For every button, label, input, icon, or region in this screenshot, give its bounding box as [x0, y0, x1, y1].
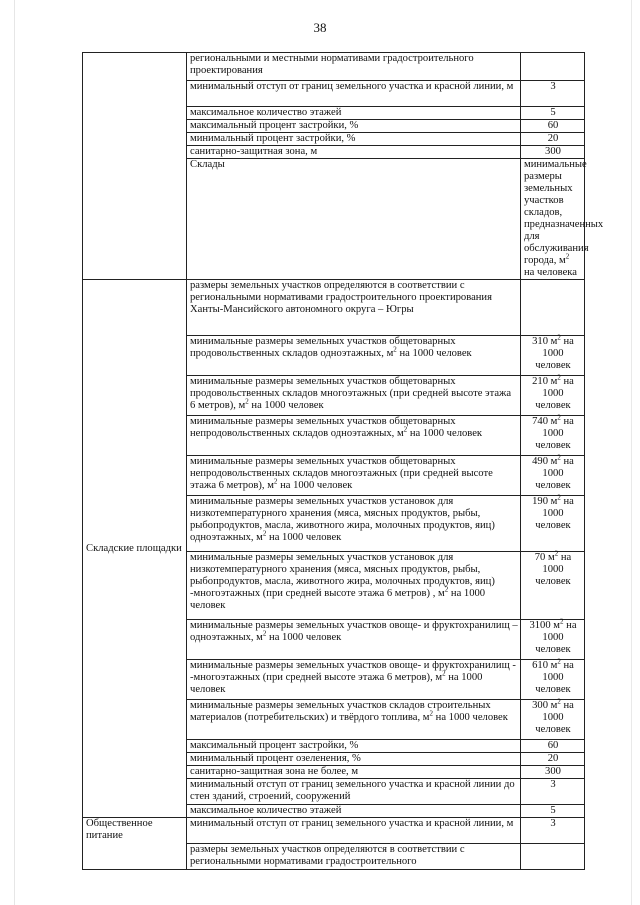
parameter-cell: минимальные размеры земельных участков овоще- и фруктохранилищ --многоэтажных (при средней высоте этажа 6 метров), $м^2$ на 1000 человек — [187, 660, 521, 700]
parameter-cell: максимальный процент застройки, % — [187, 120, 521, 133]
value-cell: 3 — [521, 779, 585, 805]
parameter-cell: региональными и местными нормативами градостроительного проектирования — [187, 53, 521, 81]
parameter-cell: минимальный процент застройки, % — [187, 133, 521, 146]
value-cell: 5 — [521, 107, 585, 120]
parameter-cell: минимальные размеры земельных участков складов, предназначенных для обслуживания города, $м^2$ на человека — [521, 159, 585, 280]
value-cell: 5 — [521, 805, 585, 818]
parameter-cell: санитарно-защитная зона не более, м — [187, 766, 521, 779]
parameter-cell: минимальные размеры земельных участков общетоварных непродовольственных складов одноэтажных, $м^2$ на 1000 человек — [187, 416, 521, 456]
value-cell: 310 $м^2$ на 1000 человек — [521, 336, 585, 376]
parameter-cell: минимальные размеры земельных участков общетоварных продовольственных складов одноэтажных, $м^2$ на 1000 человек — [187, 336, 521, 376]
table-row — [83, 818, 585, 844]
value-cell: 3 — [521, 81, 585, 107]
value-cell: 190 $м^2$ на 1000 человек — [521, 496, 585, 552]
regulations-table-body — [83, 53, 604, 870]
parameter-cell: минимальные размеры земельных участков общетоварных непродовольственных складов многоэтажных (при средней высоте этажа 6 метров), $м^2$ на 1000 человек — [187, 456, 521, 496]
parameter-cell: минимальный отступ от границ земельного участка и красной линии, м — [187, 818, 521, 844]
parameter-cell: минимальные размеры земельных участков овоще- и фруктохранилищ –одноэтажных, $м^2$ на 1000 человек — [187, 620, 521, 660]
category-cell — [83, 53, 187, 280]
parameter-cell: минимальный процент озеленения, % — [187, 753, 521, 766]
value-cell: 490 $м^2$ на 1000 человек — [521, 456, 585, 496]
value-cell: 3100 $м^2$ на 1000 человек — [521, 620, 585, 660]
value-cell: 20 — [521, 133, 585, 146]
category-cell: Складские площадки — [83, 280, 187, 818]
parameter-cell: минимальные размеры земельных участков установок для низкотемпературного хранения (мяса, мясных продуктов, рыбы, рыбопродуктов, масла, животного жира, молочных продуктов, яиц) -многоэтажных (при средней высоте этажа 6 метров) , $м^2$ на 1000 человек — [187, 552, 521, 620]
parameter-cell: максимальное количество этажей — [187, 107, 521, 120]
value-cell: 60 — [521, 120, 585, 133]
parameter-cell: минимальные размеры земельных участков установок для низкотемпературного хранения (мяса, мясных продуктов, рыбы, рыбопродуктов, масла, животного жира, молочных продуктов, яиц) одноэтажных, $м^2$ на 1000 человек — [187, 496, 521, 552]
value-cell: 60 — [521, 740, 585, 753]
scan-edge-left — [14, 0, 15, 905]
value-cell: 300 — [521, 146, 585, 159]
value-cell: 3 — [521, 818, 585, 844]
value-cell: 20 — [521, 753, 585, 766]
parameter-cell: минимальный отступ от границ земельного участка и красной линии до стен зданий, строений, сооружений — [187, 779, 521, 805]
value-cell: 300 — [521, 766, 585, 779]
value-cell — [521, 280, 585, 336]
parameter-cell: минимальные размеры земельных участков общетоварных продовольственных складов многоэтажных (при средней высоте этажа 6 метров), $м^2$ на 1000 человек — [187, 376, 521, 416]
regulations-table — [82, 52, 604, 870]
table-row — [83, 53, 585, 81]
parameter-cell: минимальный отступ от границ земельного участка и красной линии, м — [187, 81, 521, 107]
parameter-cell: максимальный процент застройки, % — [187, 740, 521, 753]
value-cell: 70 $м^2$ на 1000 человек — [521, 552, 585, 620]
value-cell: 210 $м^2$ на 1000 человек — [521, 376, 585, 416]
parameter-cell: максимальное количество этажей — [187, 805, 521, 818]
page-number: 38 — [313, 20, 327, 35]
scan-edge-right — [631, 0, 632, 905]
category-cell: Склады — [187, 159, 521, 280]
value-cell: 300 $м^2$ на 1000 человек — [521, 700, 585, 740]
value-cell: 610 $м^2$ на 1000 человек — [521, 660, 585, 700]
table-row — [83, 280, 585, 336]
value-cell — [521, 53, 585, 81]
category-cell: Общественное питание — [83, 818, 187, 870]
parameter-cell: минимальные размеры земельных участков складов строительных материалов (потребительских) и твёрдого топлива, $м^2$ на 1000 человек — [187, 700, 521, 740]
parameter-cell: размеры земельных участков определяются в соответствии с региональными нормативами градостроительного — [187, 844, 521, 870]
value-cell: 740 $м^2$ на 1000 человек — [521, 416, 585, 456]
parameter-cell: санитарно-защитная зона, м — [187, 146, 521, 159]
value-cell — [521, 844, 585, 870]
parameter-cell: размеры земельных участков определяются в соответствии с региональными нормативами градостроительного проектирования Ханты-Мансийского автономного округа – Югры — [187, 280, 521, 336]
